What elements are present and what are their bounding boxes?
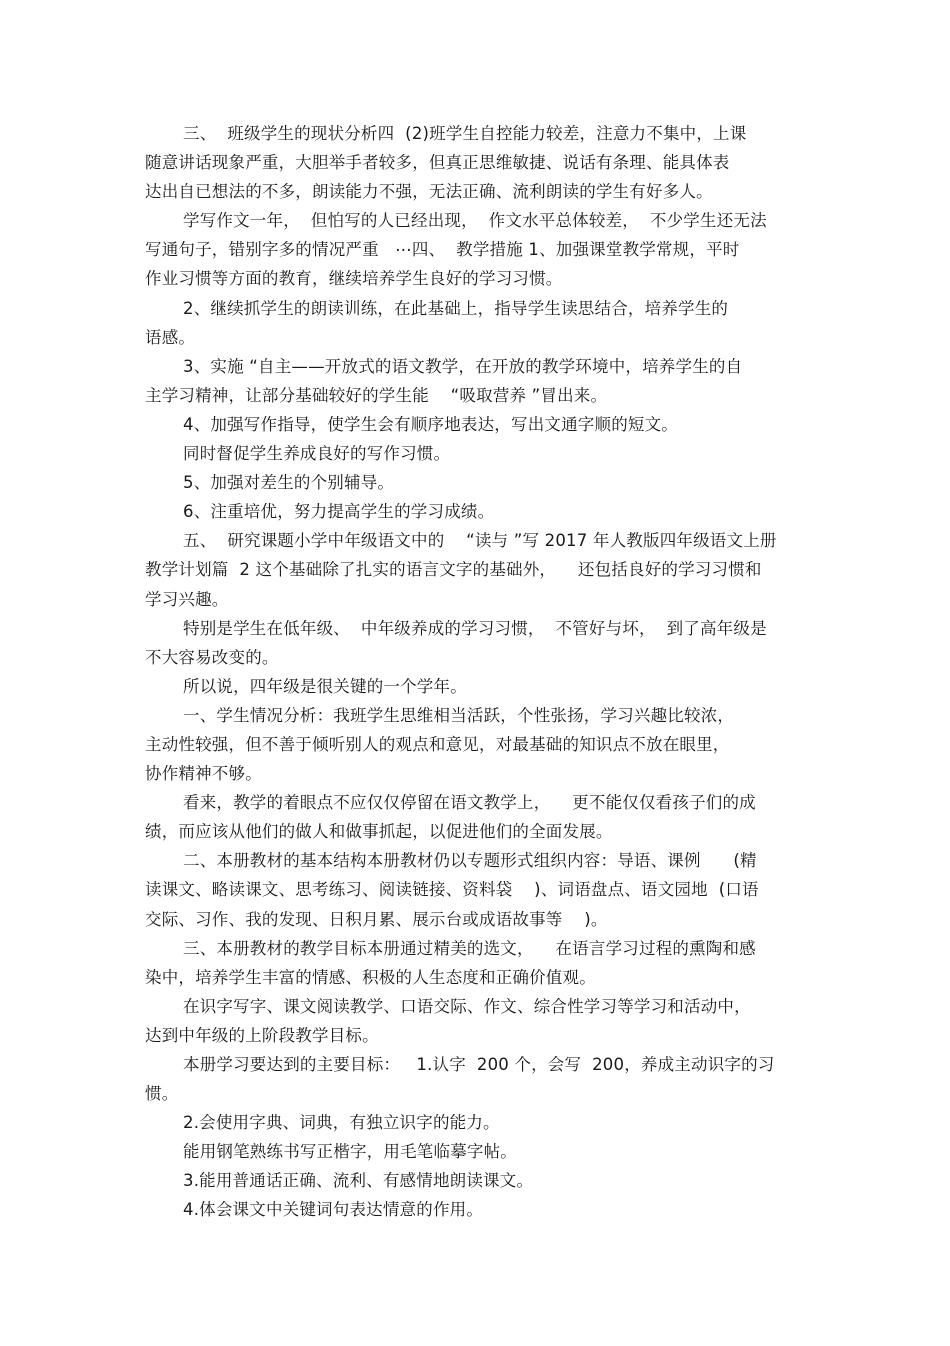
- text-line: 一、学生情况分析：我班学生思维相当活跃，个性张扬，学习兴趣比较浓，: [183, 705, 735, 725]
- text-line: 达出自已想法的不多，朗读能力不强，无法正确、流利朗读的学生有好多人。: [145, 182, 713, 202]
- text-line: 写通句子，错别字多的情况严重 ⋯四、 教学措施 1、加强课堂教学常规，平时: [145, 240, 740, 260]
- text-line: 语感。: [145, 327, 196, 347]
- text-line: 绩，而应该从他们的做人和做事抓起，以促进他们的全面发展。: [145, 822, 613, 842]
- text-line: 2.会使用字典、词典，有独立识字的能力。: [183, 1113, 500, 1133]
- text-line: 读课文、略读课文、思考练习、阅读链接、资料袋 )、词语盘点、语文园地 (口语: [145, 880, 759, 900]
- text-line: 特别是学生在低年级、 中年级养成的学习习惯， 不管好与坏， 到了高年级是: [183, 618, 767, 638]
- text-line: 协作精神不够。: [145, 764, 262, 784]
- text-line: 学习兴趣。: [145, 589, 229, 609]
- text-line: 4、加强写作指导，使学生会有顺序地表达，写出文通字顺的短文。: [183, 414, 678, 434]
- text-line: 6、注重培优，努力提高学生的学习成绩。: [183, 502, 495, 522]
- text-line: 三、 班级学生的现状分析四 (2)班学生自控能力较差，注意力不集中，上课: [183, 124, 747, 143]
- text-line: 不大容易改变的。: [145, 647, 279, 667]
- text-line: 5、加强对差生的个别辅导。: [183, 473, 395, 493]
- text-line: 三、本册教材的教学目标本册通过精美的选文， 在语言学习过程的熏陶和感: [183, 938, 756, 958]
- text-line: 同时督促学生养成良好的写作习惯。: [183, 444, 451, 464]
- text-line: 教学计划篇 2 这个基础除了扎实的语言文字的基础外， 还包括良好的学习习惯和: [145, 560, 762, 580]
- text-line: 所以说，四年级是很关键的一个学年。: [183, 676, 467, 696]
- text-line: 交际、习作、我的发现、日积月累、展示台或成语故事等 )。: [145, 909, 608, 929]
- text-line: 看来，教学的着眼点不应仅仅停留在语文教学上， 更不能仅仅看孩子们的成: [183, 793, 756, 813]
- text-line: 五、 研究课题小学中年级语文中的 “读与 ”写 2017 年人教版四年级语文上册: [183, 531, 777, 551]
- text-line: 3、实施 “自主——开放式的语文教学，在开放的教学环境中，培养学生的自: [183, 356, 743, 376]
- text-line: 本册学习要达到的主要目标： 1.认字 200 个，会写 200，养成主动识字的习: [183, 1055, 775, 1074]
- text-line: 达到中年级的上阶段教学目标。: [145, 1025, 379, 1045]
- text-line: 在识字写字、课文阅读教学、口语交际、作文、综合性学习等学习和活动中，: [183, 996, 751, 1016]
- document-body: [145, 119, 810, 1225]
- text-line: 随意讲话现象严重，大胆举手者较多，但真正思维敏捷、说话有条理、能具体表: [145, 153, 730, 173]
- text-line: 主学习精神，让部分基础较好的学生能 “吸取营养 ”冒出来。: [145, 385, 608, 405]
- text-line: 作业习惯等方面的教育，继续培养学生良好的学习习惯。: [145, 269, 563, 289]
- text-line: 主动性较强，但不善于倾听别人的观点和意见，对最基础的知识点不放在眼里，: [145, 734, 730, 754]
- text-line: 4.体会课文中关键词句表达情意的作用。: [183, 1200, 484, 1220]
- text-line: 3.能用普通话正确、流利、有感情地朗读课文。: [183, 1171, 534, 1191]
- text-line: 二、本册教材的基本结构本册教材仍以专题形式组织内容：导语、课例 (精: [183, 851, 757, 871]
- text-line: 惯。: [145, 1084, 179, 1104]
- text-line: 能用钢笔熟练书写正楷字，用毛笔临摹字帖。: [183, 1142, 517, 1162]
- text-line: 染中，培养学生丰富的情感、积极的人生态度和正确价值观。: [145, 967, 596, 987]
- text-line: 2、继续抓学生的朗读训练，在此基础上，指导学生读思结合，培养学生的: [183, 298, 729, 318]
- text-line: 学写作文一年， 但怕写的人已经出现， 作文水平总体较差， 不少学生还无法: [183, 211, 767, 231]
